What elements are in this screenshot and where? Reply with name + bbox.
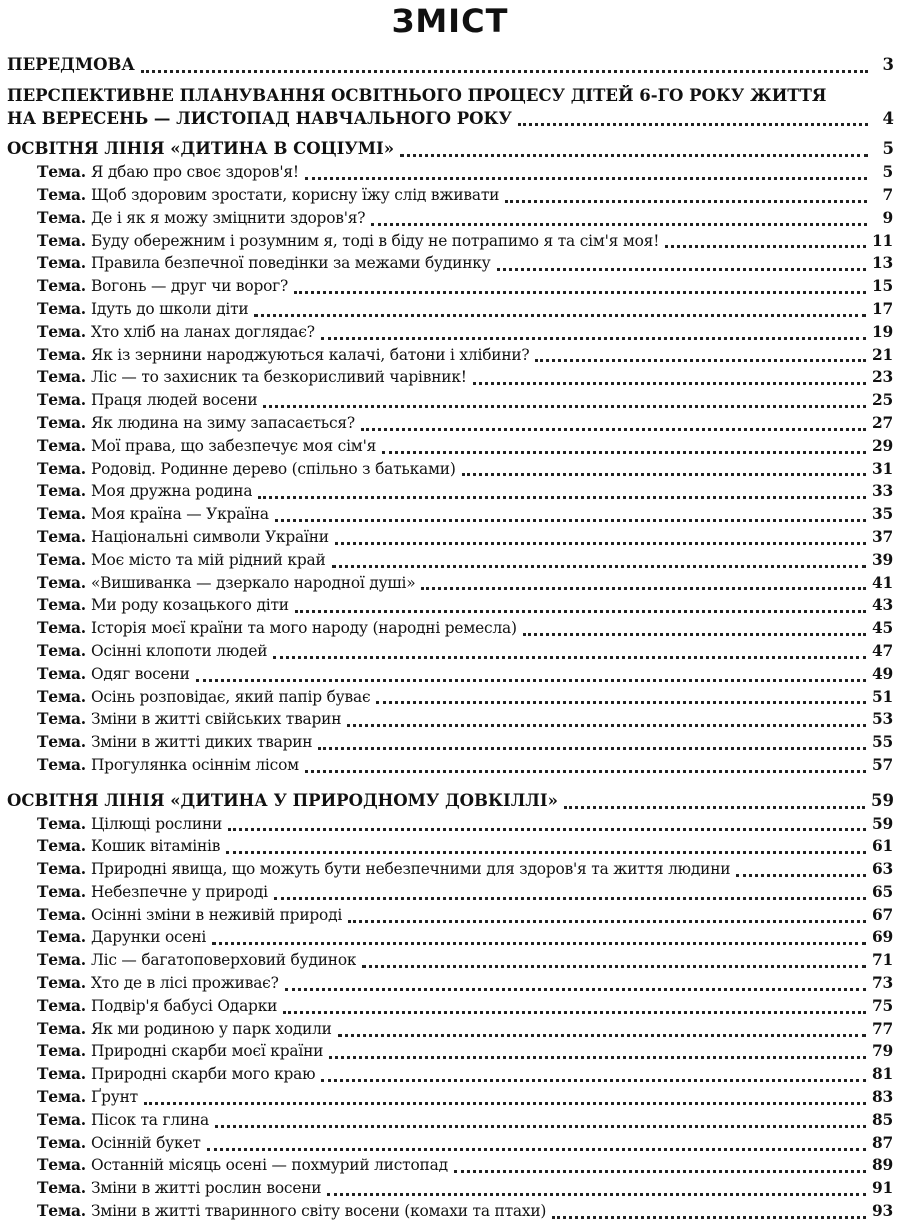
page-number: 71 xyxy=(871,951,893,970)
dot-leader xyxy=(454,1156,866,1173)
dot-leader xyxy=(473,368,866,385)
toc-section-title: ОСВІТНЯ ЛІНІЯ «ДИТИНА В СОЦІУМІ» xyxy=(7,139,395,159)
topic-title: Природні скарби моєї країни xyxy=(90,1042,324,1061)
toc-topic-entry xyxy=(0,617,900,640)
toc-topic-text xyxy=(37,972,279,995)
topic-prefix: Тема. xyxy=(37,882,86,901)
topic-title: Родовід. Родинне дерево (спільно з батьками) xyxy=(90,459,456,478)
topic-prefix: Тема. xyxy=(37,413,86,432)
toc-topic-text xyxy=(37,1063,315,1086)
topic-prefix: Тема. xyxy=(37,996,86,1015)
topic-prefix: Тема. xyxy=(37,277,86,296)
topic-prefix: Тема. xyxy=(37,814,86,833)
toc-topic-entry xyxy=(0,1132,900,1155)
page-number: 25 xyxy=(871,391,893,410)
dot-leader xyxy=(321,1065,866,1082)
topic-prefix: Тема. xyxy=(37,1156,86,1175)
dot-leader xyxy=(285,974,866,991)
topic-prefix: Тема. xyxy=(37,368,86,387)
dot-leader xyxy=(215,1111,866,1128)
topic-prefix: Тема. xyxy=(37,208,86,227)
toc-topic-text xyxy=(37,1154,448,1177)
toc-topic-entry xyxy=(0,1086,900,1109)
page-number: 49 xyxy=(871,664,893,683)
topic-prefix: Тема. xyxy=(37,436,86,455)
topic-title: Де і як я можу зміцнити здоров'я? xyxy=(90,208,366,227)
topic-prefix: Тема. xyxy=(37,710,86,729)
dot-leader xyxy=(371,209,867,226)
topic-title: Праця людей восени xyxy=(90,391,258,410)
topic-prefix: Тема. xyxy=(37,254,86,273)
topic-prefix: Тема. xyxy=(37,905,86,924)
page-number: 91 xyxy=(871,1179,893,1198)
topic-title: Прогулянка осіннім лісом xyxy=(90,755,299,774)
toc-topic-text xyxy=(37,230,659,253)
topic-prefix: Тема. xyxy=(37,1110,86,1129)
toc-topic-text xyxy=(37,926,206,949)
dot-leader xyxy=(305,756,866,773)
topic-title: Осінній букет xyxy=(90,1133,201,1152)
toc-topic-text xyxy=(37,549,326,572)
toc-topic-text xyxy=(37,640,267,663)
toc-section-entry xyxy=(0,85,900,131)
topic-title: Правила безпечної поведінки за межами будинку xyxy=(90,254,491,273)
topic-title: Одяг восени xyxy=(90,664,190,683)
topic-title: Ліс — то захисник та безкорисливий чарівник! xyxy=(90,368,467,387)
dot-leader xyxy=(321,323,866,340)
dot-leader xyxy=(505,186,867,203)
toc-topic-text xyxy=(37,435,376,458)
topic-prefix: Тема. xyxy=(37,573,86,592)
dot-leader xyxy=(523,619,866,636)
topic-title: Ідуть до школи діти xyxy=(90,299,249,318)
page-number: 4 xyxy=(882,108,894,128)
topic-prefix: Тема. xyxy=(37,1042,86,1061)
topic-prefix: Тема. xyxy=(37,1202,86,1221)
toc-topic-text xyxy=(37,458,456,481)
topic-prefix: Тема. xyxy=(37,951,86,970)
dot-leader xyxy=(518,109,868,126)
dot-leader xyxy=(462,459,866,476)
topic-prefix: Тема. xyxy=(37,755,86,774)
dot-leader xyxy=(736,860,866,877)
topic-prefix: Тема. xyxy=(37,185,86,204)
toc-topic-entry xyxy=(0,1063,900,1086)
topic-title: Як ми родиною у парк ходили xyxy=(90,1019,332,1038)
toc-topic-text xyxy=(37,298,248,321)
topic-title: Моє місто та мій рідний край xyxy=(90,550,326,569)
toc-topic-entry xyxy=(0,1200,900,1223)
topic-title: Осінь розповідає, який папір буває xyxy=(90,687,371,706)
page-number: 85 xyxy=(871,1110,893,1129)
topic-prefix: Тема. xyxy=(37,299,86,318)
toc-topic-entry xyxy=(0,572,900,595)
page-number: 61 xyxy=(871,837,893,856)
dot-leader xyxy=(329,1042,866,1059)
toc-topic-text xyxy=(37,252,491,275)
toc-section-entry xyxy=(0,790,900,813)
page-number: 43 xyxy=(871,596,893,615)
topic-prefix: Тема. xyxy=(37,837,86,856)
toc-section-entry xyxy=(0,54,900,77)
toc-topic-entry xyxy=(0,1177,900,1200)
topic-title: «Вишиванка — дзеркало народної душі» xyxy=(90,573,416,592)
toc-topic-text xyxy=(37,207,365,230)
page-number: 77 xyxy=(871,1019,893,1038)
topic-prefix: Тема. xyxy=(37,1179,86,1198)
page-number: 69 xyxy=(871,928,893,947)
topic-title: Ми роду козацького діти xyxy=(90,596,289,615)
topic-title: Зміни в житті свійських тварин xyxy=(90,710,342,729)
dot-leader xyxy=(273,642,866,659)
topic-prefix: Тема. xyxy=(37,619,86,638)
toc-topic-entry xyxy=(0,594,900,617)
topic-title: Ліс — багатоповерховий будинок xyxy=(90,951,357,970)
dot-leader xyxy=(196,665,866,682)
topic-title: Природні явища, що можуть бути небезпечними для здоров'я та життя людини xyxy=(90,860,731,879)
topic-title: Буду обережним і розумним я, тоді в біду не потрапимо я та сім'я моя! xyxy=(90,231,660,250)
toc-topic-text xyxy=(37,904,342,927)
toc-topic-entry xyxy=(0,321,900,344)
dot-leader xyxy=(327,1179,866,1196)
toc-topic-entry xyxy=(0,1018,900,1041)
toc-topic-entry xyxy=(0,503,900,526)
page-number: 5 xyxy=(882,163,893,182)
toc-topic-text xyxy=(37,480,252,503)
topic-title: Осінні клопоти людей xyxy=(90,641,268,660)
dot-leader xyxy=(305,163,867,180)
topic-prefix: Тема. xyxy=(37,1065,86,1084)
dot-leader xyxy=(295,596,866,613)
toc-topic-entry xyxy=(0,1154,900,1177)
dot-leader xyxy=(258,482,866,499)
topic-title: Кошик вітамінів xyxy=(90,837,221,856)
dot-leader xyxy=(228,814,866,831)
topic-prefix: Тема. xyxy=(37,391,86,410)
topic-prefix: Тема. xyxy=(37,163,86,182)
topic-prefix: Тема. xyxy=(37,687,86,706)
topic-prefix: Тема. xyxy=(37,459,86,478)
toc-topic-entry xyxy=(0,949,900,972)
dot-leader xyxy=(141,56,868,73)
toc-topic-text xyxy=(37,503,269,526)
topic-title: Я дбаю про своє здоров'я! xyxy=(90,163,299,182)
toc-topic-entry xyxy=(0,813,900,836)
dot-leader xyxy=(275,505,866,522)
dot-leader xyxy=(665,231,866,248)
topic-title: Подвір'я бабусі Одарки xyxy=(90,996,278,1015)
toc-topic-text xyxy=(37,1200,546,1223)
toc-topic-text xyxy=(37,949,356,972)
page-number: 5 xyxy=(882,139,894,159)
toc-section-title-line2 xyxy=(7,108,894,131)
page-number: 37 xyxy=(871,527,893,546)
toc-section-entry xyxy=(0,138,900,161)
dot-leader xyxy=(497,254,866,271)
dot-leader xyxy=(332,551,866,568)
page-number: 79 xyxy=(871,1042,893,1061)
toc-topic-entry xyxy=(0,480,900,503)
page-number: 45 xyxy=(871,619,893,638)
page-number: 93 xyxy=(871,1202,893,1221)
topic-title: Природні скарби мого краю xyxy=(90,1065,316,1084)
dot-leader xyxy=(283,997,866,1014)
toc-topic-text xyxy=(37,708,341,731)
topic-prefix: Тема. xyxy=(37,1133,86,1152)
topic-prefix: Тема. xyxy=(37,527,86,546)
dot-leader xyxy=(263,391,866,408)
dot-leader xyxy=(335,528,866,545)
dot-leader xyxy=(376,687,866,704)
page-number: 31 xyxy=(871,459,893,478)
toc-topic-entry xyxy=(0,412,900,435)
toc-topic-text xyxy=(37,731,312,754)
topic-prefix: Тема. xyxy=(37,482,86,501)
page-title: ЗМІСТ xyxy=(391,2,509,40)
page-number: 63 xyxy=(871,860,893,879)
toc-section-title: ОСВІТНЯ ЛІНІЯ «ДИТИНА У ПРИРОДНОМУ ДОВКІЛЛІ» xyxy=(7,790,558,810)
topic-prefix: Тема. xyxy=(37,928,86,947)
page-number: 41 xyxy=(871,573,893,592)
topic-title: Моя країна — Україна xyxy=(90,505,269,524)
topic-prefix: Тема. xyxy=(37,596,86,615)
topic-prefix: Тема. xyxy=(37,1019,86,1038)
toc-topic-entry xyxy=(0,458,900,481)
toc-topic-entry xyxy=(0,686,900,709)
toc-topic-text xyxy=(37,366,467,389)
page-number: 7 xyxy=(882,185,893,204)
page-number: 11 xyxy=(871,231,893,250)
dot-leader xyxy=(144,1088,866,1105)
page-number: 23 xyxy=(871,368,893,387)
page-number: 9 xyxy=(882,208,893,227)
toc-topic-entry xyxy=(0,389,900,412)
topic-prefix: Тема. xyxy=(37,664,86,683)
toc-topic-text xyxy=(37,754,299,777)
dot-leader xyxy=(254,300,865,317)
dot-leader xyxy=(421,573,865,590)
toc-topic-text xyxy=(37,1086,138,1109)
page-number: 75 xyxy=(871,996,893,1015)
toc-topic-entry xyxy=(0,298,900,321)
toc-topic-text xyxy=(37,344,529,367)
toc-topic-text xyxy=(37,1177,321,1200)
table-of-contents xyxy=(0,54,900,1223)
page-number: 59 xyxy=(871,790,894,810)
toc-topic-entry xyxy=(0,904,900,927)
page-number: 3 xyxy=(882,55,894,74)
topic-title: Хто хліб на ланах доглядає? xyxy=(90,322,315,341)
page-number: 65 xyxy=(871,882,893,901)
toc-topic-text xyxy=(37,412,355,435)
topic-title: Осінні зміни в неживій природі xyxy=(90,905,343,924)
page-number: 13 xyxy=(871,254,893,273)
dot-leader xyxy=(207,1134,866,1151)
toc-topic-entry xyxy=(0,1040,900,1063)
topic-prefix: Тема. xyxy=(37,641,86,660)
topic-title: Національні символи України xyxy=(90,527,329,546)
toc-topic-text xyxy=(37,617,517,640)
toc-topic-text xyxy=(37,594,289,617)
topic-title: Зміни в житті диких тварин xyxy=(90,733,313,752)
topic-title: Цілющі рослини xyxy=(90,814,223,833)
topic-title: Зміни в житті тваринного світу восени (комахи та птахи) xyxy=(90,1202,547,1221)
toc-topic-entry xyxy=(0,835,900,858)
toc-topic-entry xyxy=(0,230,900,253)
toc-topic-entry xyxy=(0,708,900,731)
toc-topic-text xyxy=(37,275,288,298)
dot-leader xyxy=(226,837,866,854)
toc-topic-text xyxy=(37,1109,209,1132)
topic-title: Останній місяць осені — похмурий листопад xyxy=(90,1156,448,1175)
topic-prefix: Тема. xyxy=(37,860,86,879)
page-number: 29 xyxy=(871,436,893,455)
topic-title: Щоб здоровим зростати, корисну їжу слід вживати xyxy=(90,185,500,204)
topic-prefix: Тема. xyxy=(37,974,86,993)
topic-prefix: Тема. xyxy=(37,231,86,250)
dot-leader xyxy=(347,710,866,727)
toc-topic-text xyxy=(37,1018,332,1041)
dot-leader xyxy=(212,928,866,945)
toc-topic-text xyxy=(37,881,268,904)
topic-title: Мої права, що забезпечує моя сім'я xyxy=(90,436,377,455)
toc-topic-text xyxy=(37,526,329,549)
toc-topic-text xyxy=(37,184,499,207)
page-number: 81 xyxy=(871,1065,893,1084)
topic-title: Як людина на зиму запасається? xyxy=(90,413,355,432)
toc-topic-text xyxy=(37,161,299,184)
dot-leader xyxy=(552,1202,866,1219)
page-number: 27 xyxy=(871,413,893,432)
topic-title: Історія моєї країни та мого народу (народні ремесла) xyxy=(90,619,517,638)
page-number: 57 xyxy=(871,755,893,774)
toc-topic-text xyxy=(37,813,222,836)
toc-topic-entry xyxy=(0,252,900,275)
page-number: 59 xyxy=(871,814,893,833)
dot-leader xyxy=(361,414,866,431)
topic-prefix: Тема. xyxy=(37,733,86,752)
toc-section-title: НА ВЕРЕСЕНЬ — ЛИСТОПАД НАВЧАЛЬНОГО РОКУ xyxy=(7,108,512,128)
page-number: 83 xyxy=(871,1088,893,1107)
toc-topic-text xyxy=(37,995,277,1018)
page-number: 33 xyxy=(871,482,893,501)
page-number: 67 xyxy=(871,905,893,924)
dot-leader xyxy=(338,1020,866,1037)
toc-topic-entry xyxy=(0,344,900,367)
toc-topic-entry xyxy=(0,184,900,207)
toc-topic-entry xyxy=(0,161,900,184)
toc-topic-entry xyxy=(0,972,900,995)
toc-topic-entry xyxy=(0,926,900,949)
toc-topic-entry xyxy=(0,1109,900,1132)
toc-topic-text xyxy=(37,572,415,595)
page-number: 55 xyxy=(871,733,893,752)
toc-topic-text xyxy=(37,835,220,858)
dot-leader xyxy=(362,951,866,968)
toc-topic-text xyxy=(37,858,730,881)
toc-topic-entry xyxy=(0,881,900,904)
toc-topic-entry xyxy=(0,275,900,298)
topic-title: Хто де в лісі проживає? xyxy=(90,974,279,993)
page-number: 51 xyxy=(871,687,893,706)
topic-title: Як із зернини народжуються калачі, батони і хлібини? xyxy=(90,345,530,364)
topic-prefix: Тема. xyxy=(37,322,86,341)
page-number: 89 xyxy=(871,1156,893,1175)
dot-leader xyxy=(535,345,865,362)
dot-leader xyxy=(348,906,866,923)
page-number: 53 xyxy=(871,710,893,729)
toc-topic-text xyxy=(37,1132,201,1155)
toc-topic-text xyxy=(37,686,370,709)
toc-topic-entry xyxy=(0,640,900,663)
dot-leader xyxy=(564,792,865,809)
page-number: 17 xyxy=(871,299,893,318)
page-number: 87 xyxy=(871,1133,893,1152)
topic-title: Небезпечне у природі xyxy=(90,882,268,901)
toc-section-title: ПЕРЕДМОВА xyxy=(7,55,135,74)
dot-leader xyxy=(294,277,866,294)
page-number: 35 xyxy=(871,505,893,524)
dot-leader xyxy=(382,437,866,454)
toc-topic-text xyxy=(37,1040,323,1063)
topic-title: Зміни в житті рослин восени xyxy=(90,1179,322,1198)
topic-prefix: Тема. xyxy=(37,550,86,569)
page-number: 47 xyxy=(871,641,893,660)
toc-topic-text xyxy=(37,389,257,412)
toc-topic-entry xyxy=(0,663,900,686)
topic-title: Моя дружна родина xyxy=(90,482,253,501)
page-number: 39 xyxy=(871,550,893,569)
toc-topic-entry xyxy=(0,549,900,572)
topic-title: Вогонь — друг чи ворог? xyxy=(90,277,289,296)
toc-topic-entry xyxy=(0,995,900,1018)
toc-topic-entry xyxy=(0,754,900,777)
page-number: 73 xyxy=(871,974,893,993)
topic-prefix: Тема. xyxy=(37,505,86,524)
topic-title: Дарунки осені xyxy=(90,928,207,947)
dot-leader xyxy=(400,140,868,157)
topic-prefix: Тема. xyxy=(37,345,86,364)
topic-title: Пісок та глина xyxy=(90,1110,210,1129)
toc-topic-entry xyxy=(0,207,900,230)
toc-topic-entry xyxy=(0,366,900,389)
dot-leader xyxy=(274,883,866,900)
toc-topic-entry xyxy=(0,731,900,754)
toc-topic-entry xyxy=(0,526,900,549)
dot-leader xyxy=(318,733,866,750)
toc-section-title: ПЕРСПЕКТИВНЕ ПЛАНУВАННЯ ОСВІТНЬОГО ПРОЦЕСУ ДІТЕЙ 6-ГО РОКУ ЖИТТЯ xyxy=(7,85,827,105)
toc-topic-text xyxy=(37,321,315,344)
toc-topic-entry xyxy=(0,435,900,458)
page-number: 15 xyxy=(871,277,893,296)
toc-topic-entry xyxy=(0,858,900,881)
topic-prefix: Тема. xyxy=(37,1088,86,1107)
topic-title: Ґрунт xyxy=(90,1088,138,1107)
page-number: 21 xyxy=(871,345,893,364)
page-number: 19 xyxy=(871,322,893,341)
toc-topic-text xyxy=(37,663,190,686)
